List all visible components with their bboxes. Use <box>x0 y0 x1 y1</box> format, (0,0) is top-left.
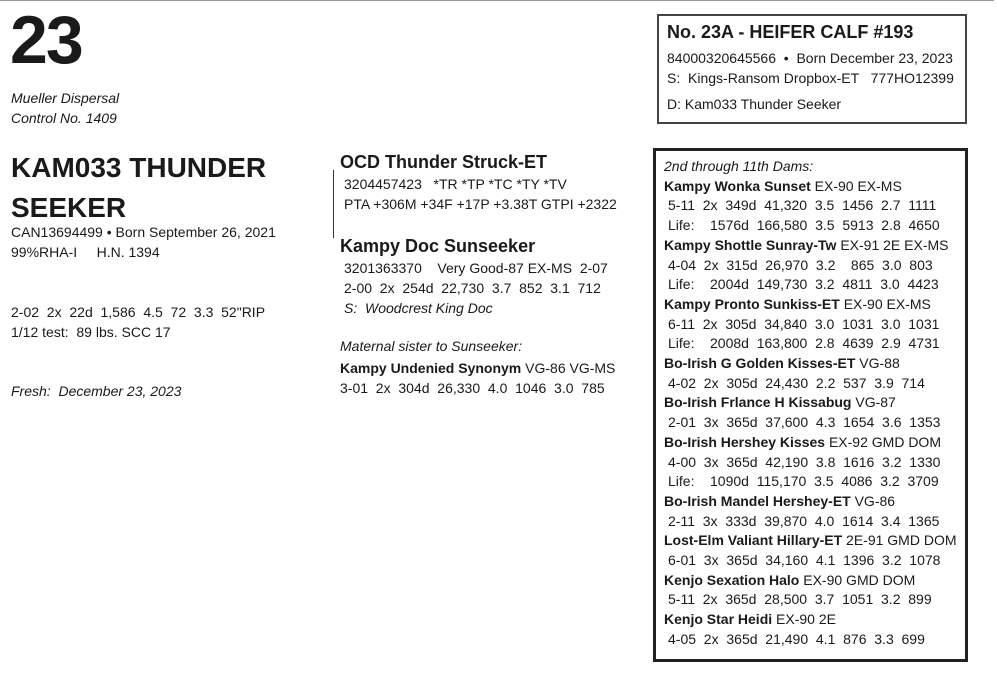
sister-lead: Maternal sister to Sunseeker: <box>340 338 523 354</box>
dam-entry-class: EX-90 EX-MS <box>839 295 931 312</box>
consignor-name: Mueller Dispersal <box>11 90 120 106</box>
animal-rha-hn: 99%RHA-I H.N. 1394 <box>11 244 160 260</box>
dam-entry-record: Life: 1576d 166,580 3.5 5913 2.8 4650 <box>668 217 940 234</box>
dam-entry <box>664 354 957 374</box>
animal-lactation: 2-02 2x 22d 1,586 4.5 72 3.3 52"RIP <box>11 304 266 320</box>
dam-entry <box>664 295 957 315</box>
dam-entry <box>664 236 957 256</box>
animal-name <box>11 148 311 228</box>
dam-name: Kampy Doc Sunseeker <box>340 236 536 256</box>
dam-entry-name: Kenjo Sexation Halo <box>664 571 800 588</box>
dam-entry-name: Bo-Irish G Golden Kisses-ET <box>664 355 856 372</box>
calf-details <box>667 48 954 114</box>
dam-details <box>344 258 608 318</box>
sire-line-2: PTA +306M +34F +17P +3.38T GTPI +2322 <box>344 196 617 212</box>
fresh-date: Fresh: December 23, 2023 <box>11 383 182 399</box>
sire-line-1: 3204457423 *TR *TP *TC *TY *TV <box>344 176 567 192</box>
dam-line-1: 3201363370 Very Good-87 EX-MS 2-07 <box>344 260 608 276</box>
dams-heading: 2nd through 11th Dams: <box>664 158 814 174</box>
dam-entry-class: VG-87 <box>851 394 896 411</box>
animal-name-line2: SEEKER <box>11 192 127 223</box>
calf-sire: S: Kings-Ransom Dropbox-ET 777HO12399 <box>667 70 954 86</box>
sister-record: 3-01 2x 304d 26,330 4.0 1046 3.0 785 <box>340 380 605 396</box>
consignor-block <box>11 88 119 128</box>
dam-entry-name: Bo-Irish Mandel Hershey-ET <box>664 492 851 509</box>
dam-entry-record: 2-11 3x 333d 39,870 4.0 1614 3.4 1365 <box>668 512 940 529</box>
dam-entry-record: 4-00 3x 365d 42,190 3.8 1616 3.2 1330 <box>668 453 941 470</box>
animal-name-line1: KAM033 THUNDER <box>11 152 267 183</box>
top-rule <box>0 0 994 1</box>
control-number: Control No. 1409 <box>11 110 117 126</box>
dam-entry-record: 6-11 2x 305d 34,840 3.0 1031 3.0 1031 <box>668 315 940 332</box>
sister-block <box>340 358 615 398</box>
dam-entry-name: Kampy Pronto Sunkiss-ET <box>664 295 840 312</box>
dam-entry-record: 5-11 2x 349d 41,320 3.5 1456 2.7 1111 <box>668 197 937 214</box>
sister-heading <box>340 358 615 378</box>
sire-name: OCD Thunder Struck-ET <box>340 152 548 172</box>
dam-entry-name: Kenjo Star Heidi <box>664 611 773 628</box>
dam-entry-name: Bo-Irish Hershey Kisses <box>664 433 826 450</box>
dam-entry-record: 4-02 2x 305d 24,430 2.2 537 3.9 714 <box>668 374 925 391</box>
sire-divider <box>333 170 334 238</box>
dam-entry-class: EX-90 2E <box>772 611 836 628</box>
dam-entry-class: EX-90 EX-MS <box>810 177 902 194</box>
sister-class: VG-86 VG-MS <box>521 360 616 376</box>
calf-id-born: 84000320645566 • Born December 23, 2023 <box>667 50 953 66</box>
dam-entry-record: Life: 2008d 163,800 2.8 4639 2.9 4731 <box>668 335 940 352</box>
dams-box <box>653 148 968 662</box>
dam-entry-class: EX-91 2E EX-MS <box>836 236 949 253</box>
dam-entry <box>664 610 957 630</box>
animal-info <box>11 222 276 262</box>
dam-entry-record: 4-04 2x 315d 26,970 3.2 865 3.0 803 <box>668 256 933 273</box>
animal-record <box>11 302 265 342</box>
dam-entry-name: Bo-Irish Frlance H Kissabug <box>664 394 852 411</box>
dam-line-2: 2-00 2x 254d 22,730 3.7 852 3.1 712 <box>344 280 601 296</box>
dam-entry-class: EX-92 GMD DOM <box>825 433 941 450</box>
dam-entry-record: 2-01 3x 365d 37,600 4.3 1654 3.6 1353 <box>668 414 941 431</box>
dam-entry <box>664 393 957 413</box>
dams-list <box>664 157 957 650</box>
dam-entry <box>664 177 957 197</box>
dam-entry-class: VG-88 <box>855 355 900 372</box>
dam-entry-name: Kampy Wonka Sunset <box>664 177 811 194</box>
animal-id-born: CAN13694499 • Born September 26, 2021 <box>11 224 276 240</box>
dam-entry <box>664 531 957 551</box>
calf-dam: D: Kam033 Thunder Seeker <box>667 96 842 112</box>
dam-entry-name: Lost-Elm Valiant Hillary-ET <box>664 532 843 549</box>
dam-entry-record: Life: 2004d 149,730 3.2 4811 3.0 4423 <box>668 276 939 293</box>
dam-entry-class: EX-90 GMD DOM <box>799 571 916 588</box>
dam-entry-name: Kampy Shottle Sunray-Tw <box>664 236 837 253</box>
lot-number: 23 <box>10 2 82 78</box>
dam-sire: S: Woodcrest King Doc <box>344 300 493 316</box>
dam-entry <box>664 571 957 591</box>
sister-name: Kampy Undenied Synonym <box>340 360 522 376</box>
calf-box <box>657 14 967 124</box>
calf-title: No. 23A - HEIFER CALF #193 <box>667 22 914 42</box>
sire-details <box>344 174 617 214</box>
dam-entry-record: Life: 1090d 115,170 3.5 4086 3.2 3709 <box>668 473 939 490</box>
dam-entry-record: 4-05 2x 365d 21,490 4.1 876 3.3 699 <box>668 630 925 647</box>
animal-test: 1/12 test: 89 lbs. SCC 17 <box>11 324 171 340</box>
dam-entry-record: 6-01 3x 365d 34,160 4.1 1396 3.2 1078 <box>668 552 941 569</box>
dam-entry <box>664 492 957 512</box>
dam-entry <box>664 433 957 453</box>
dam-entry-class: VG-86 <box>850 492 896 509</box>
dam-entry-record: 5-11 2x 365d 28,500 3.7 1051 3.2 899 <box>668 591 932 608</box>
dam-entry-class: 2E-91 GMD DOM <box>842 532 957 549</box>
